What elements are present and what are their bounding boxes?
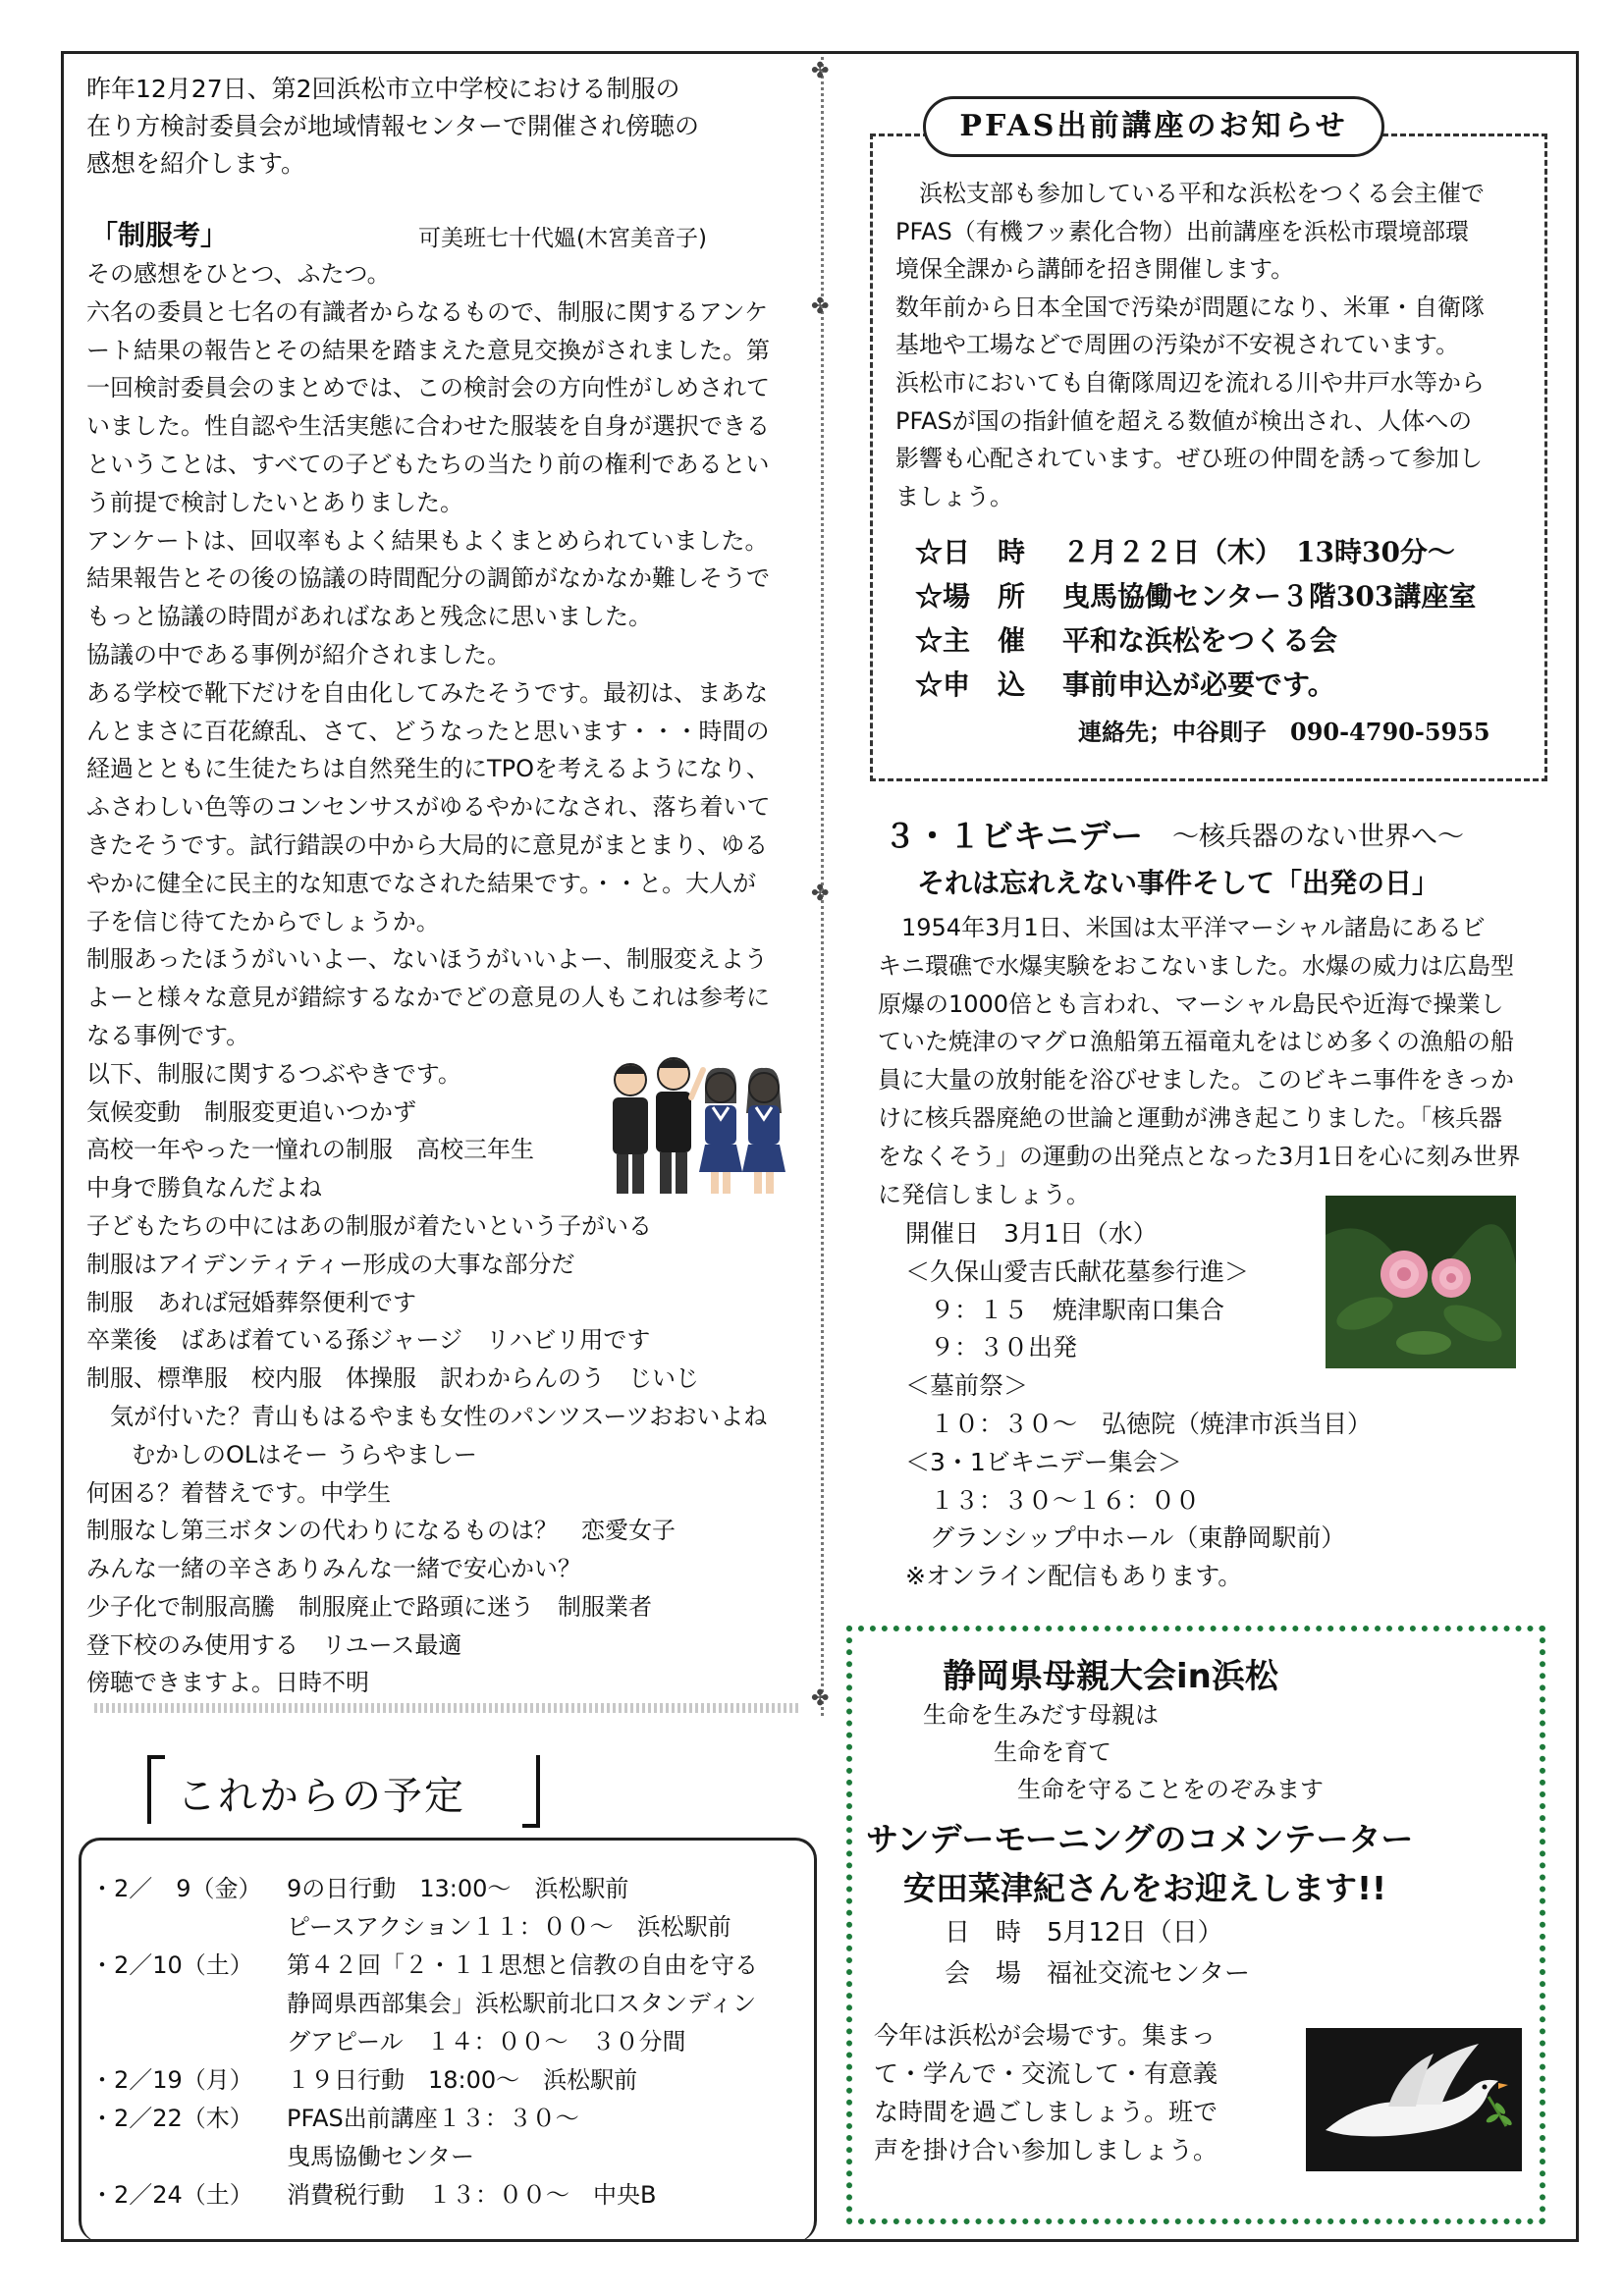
poem-line: 生命を生みだす母親は [923, 1701, 1159, 1729]
intro-line: 感想を紹介します。 [86, 149, 306, 178]
schedule-line: 静岡県西部集会」浜松駅前北口スタンディン [287, 1990, 757, 2017]
essay-line: ということは、すべての子どもたちの当たり前の権利であるとい [86, 450, 770, 478]
essay-line: 気候変動 制服変更追いつかず [86, 1097, 416, 1126]
bracket-left [147, 1755, 165, 1824]
essay-line: 制服なし第三ボタンの代わりになるものは？ 恋愛女子 [86, 1517, 676, 1545]
bikini-title: ３・１ビキニデー [884, 817, 1143, 855]
essay-line: んとまさに百花繚乱、さて、どうなったと思います・・・時間の [86, 717, 770, 745]
schedule-heading [147, 1755, 540, 1820]
poem-line: 生命を守ることをのぞみます [923, 1776, 1324, 1803]
mothers-line: な時間を過ごしましょう。班で [874, 2098, 1218, 2126]
divider-ornament-icon: ✤ [811, 881, 830, 906]
essay-line: 制服、標準服 校内服 体操服 訳わからんのう じいじ [86, 1364, 699, 1393]
detail-label: ☆主 催 [915, 624, 1026, 657]
mothers-line: 今年は浜松が会場です。集まっ [874, 2021, 1217, 2050]
event-line: 開催日 3月1日（水） [905, 1219, 1158, 1248]
essay-line: 気が付いた？青山もはるやまも女性のパンツスーツおおいよね [110, 1402, 768, 1430]
schedule-line: 曳馬協働センター [287, 2143, 475, 2170]
guest-line-1: サンデーモーニングのコメンテーター [866, 1820, 1414, 1858]
mothers-poem [923, 1696, 1324, 1808]
event-line: ＜久保山愛吉氏献花墓参行進＞ [905, 1256, 1250, 1286]
pfas-details [915, 530, 1543, 707]
detail-value: 事前申込が必要です。 [1062, 668, 1335, 701]
intro-line: 在り方検討委員会が地域情報センターで開催され傍聴の [86, 112, 700, 140]
essay-line: やかに健全に民主的な知恵でなされた結果です。・・と。大人が [86, 869, 757, 897]
event-line: ９：３０出発 [905, 1333, 1078, 1362]
guest-line-2: 安田菜津紀さんをお迎えします!! [903, 1869, 1387, 1907]
pfas-line: PFAS（有機フッ素化合物）出前講座を浜松市環境部環 [895, 217, 1470, 245]
essay-line: 結果報告とその後の協議の時間配分の調節がなかなか難しそうで [86, 564, 770, 593]
essay-line: 制服はアイデンティティー形成の大事な部分だ [86, 1250, 575, 1278]
essay-line: なる事例です。 [86, 1021, 250, 1049]
rose-photo [1326, 1196, 1516, 1368]
bikini-line: をなくそう」の運動の出発点となった3月1日を心に刻み世界 [878, 1142, 1521, 1170]
student-figure [613, 1064, 648, 1194]
essay-line: 登下校のみ使用する リユース最適 [86, 1630, 462, 1659]
essay-title: 「制服考」 [90, 219, 229, 251]
bracket-right [522, 1755, 540, 1828]
schedule-date: ・2／10（土） [90, 1951, 253, 1979]
schedule-date: ・2／22（木） [90, 2105, 253, 2132]
essay-line: 協議の中である事例が紹介されました。 [86, 640, 511, 668]
bikini-event-schedule [905, 1215, 1396, 1596]
essay-line: 子どもたちの中にはあの制服が着たいという子がいる [86, 1211, 652, 1240]
pfas-body [895, 175, 1534, 515]
essay-line: アンケートは、回収率もよく結果もよくまとめられていました。 [86, 526, 769, 555]
essay-header [86, 214, 813, 253]
section-divider [94, 1703, 801, 1713]
essay-author: 可美班七十代媼(木宮美音子) [418, 226, 707, 251]
essay-line: いました。性自認や生活実態に合わせた服装を自身が選択できる [86, 412, 770, 441]
pfas-line: 浜松市においても自衛隊周辺を流れる川や井戸水等から [895, 368, 1485, 397]
intro-line: 昨年12月27日、第2回浜松市立中学校における制服の [86, 75, 680, 103]
essay-line: むかしのOLはそー うらやましー [132, 1440, 477, 1468]
event-line: １０：３０～ 弘徳院（焼津市浜当目） [905, 1409, 1373, 1438]
schedule-date: ・2／ 9（金） [90, 1875, 262, 1902]
essay-line: みんな一緒の辛さありみんな一緒で安心かい？ [86, 1555, 581, 1583]
essay-line: 中身で勝負なんだよね [86, 1174, 322, 1202]
essay-line: 傍聴できますよ。日時不明 [86, 1669, 369, 1697]
pfas-line: 境保全課から講師を招き開催します。 [895, 255, 1295, 284]
schedule-line: １９日行動 18:00～ 浜松駅前 [287, 2066, 638, 2094]
bikini-line: 原爆の1000倍とも言われ、マーシャル島民や近海で操業し [878, 989, 1504, 1018]
essay-line: 高校一年やった一憧れの制服 高校三年生 [86, 1136, 534, 1164]
pfas-contact: 連絡先；中谷則子 090-4790-5955 [1078, 718, 1490, 746]
schedule-line: PFAS出前講座１３：３０～ [287, 2105, 579, 2132]
pfas-detail-row [915, 530, 1543, 574]
bikini-line: 1954年3月1日、米国は太平洋マーシャル諸島にあるビ [878, 914, 1486, 941]
pfas-line: ましょう。 [895, 482, 1013, 510]
student-figure [742, 1068, 785, 1194]
poem-line: 生命を育て [923, 1738, 1111, 1766]
schedule-title: これからの予定 [177, 1774, 465, 1819]
mothers-detail: 会 場 福祉交流センター [945, 1959, 1250, 1989]
event-line: １３：３０～１６：００ [905, 1485, 1201, 1515]
schedule-item [90, 2061, 807, 2100]
schedule-line: グアピール １４：００～ ３０分間 [287, 2028, 686, 2056]
dove-illustration [1306, 2028, 1522, 2171]
bikini-body [878, 909, 1545, 1213]
essay-line: ート結果の報告とその結果を踏まえた意見交換がされました。第 [86, 336, 770, 364]
event-line: ＜3・1ビキニデー集会＞ [905, 1447, 1182, 1476]
essay-line: 以下、制服に関するつぶやきです。 [86, 1059, 461, 1088]
pfas-line: PFASが国の指針値を超える数値が検出され、人体への [895, 406, 1473, 435]
schedule-line: 9の日行動 13:00～ 浜松駅前 [287, 1875, 629, 1902]
pfas-title-badge [923, 96, 1384, 157]
pfas-title: PFAS出前講座のお知らせ [959, 109, 1348, 143]
mothers-detail: 日 時 5月12日（日） [945, 1918, 1223, 1948]
essay-line: う前提で検討したいとありました。 [86, 488, 463, 516]
students-illustration [601, 1048, 793, 1196]
essay-line: 制服 あれば冠婚葬祭便利です [86, 1288, 416, 1316]
intro-text [86, 71, 793, 183]
essay-line: 経過とともに生徒たちは自然発生的にTPOを考えるようになり、 [86, 755, 771, 783]
mothers-details [945, 1912, 1250, 1995]
event-line: ＜墓前祭＞ [905, 1371, 1029, 1401]
pfas-line: 影響も心配されています。ぜひ班の仲間を誘って参加し [895, 445, 1484, 473]
essay-line: 子を信じ待てたからでしょうか。 [86, 907, 440, 935]
schedule-date: ・2／24（土） [90, 2181, 253, 2209]
pfas-detail-row [915, 618, 1543, 663]
essay-line: きたそうです。試行錯誤の中から大局的に意見がまとまり、ゆる [86, 830, 769, 859]
detail-value: 平和な浜松をつくる会 [1062, 624, 1338, 657]
essay-line: もっと協議の時間があればなあと残念に思いました。 [86, 603, 652, 631]
detail-value: 曳馬協働センター３階303講座室 [1062, 580, 1477, 613]
essay-line: 少子化で制服高騰 制服廃止で路頭に迷う 制服業者 [86, 1592, 652, 1621]
pfas-detail-row [915, 663, 1543, 707]
essay-body [86, 255, 803, 1702]
pfas-line: 浜松支部も参加している平和な浜松をつくる会主催で [895, 180, 1485, 207]
essay-line: よーと様々な意見が錯綜するなかでどの意見の人もこれは参考に [86, 984, 770, 1012]
schedule-item [90, 2100, 807, 2176]
divider-ornament-icon: ✤ [811, 59, 830, 83]
schedule-line: 消費税行動 １３：００～ 中央B [287, 2181, 657, 2209]
essay-line: 六名の委員と七名の有識者からなるもので、制服に関するアンケ [86, 297, 769, 326]
student-figure [656, 1058, 703, 1194]
mothers-title: 静岡県母親大会in浜松 [943, 1657, 1278, 1696]
essay-line: 何困る？着替えです。中学生 [86, 1478, 392, 1507]
schedule-date: ・2／19（月） [90, 2066, 253, 2094]
mothers-body [874, 2016, 1276, 2169]
bikini-line: ていた焼津のマグロ漁船第五福竜丸をはじめ多くの漁船の船 [878, 1028, 1514, 1056]
essay-line: 制服あったほうがいいよー、ないほうがいいよー、制服変えよう [86, 945, 768, 974]
pfas-detail-row [915, 574, 1543, 618]
essay-line: 一回検討委員会のまとめでは、この検討会の方向性がしめされて [86, 374, 770, 402]
bikini-subtitle-2: それは忘れえない事件そして「出発の日」 [917, 867, 1440, 899]
mothers-line: 声を掛け合い参加しましょう。 [874, 2136, 1218, 2164]
schedule-item [90, 2176, 807, 2215]
detail-label: ☆日 時 [915, 536, 1026, 568]
event-line: グランシップ中ホール（東静岡駅前） [905, 1523, 1346, 1553]
bikini-line: に発信しましょう。 [878, 1180, 1090, 1208]
bikini-line: けに核兵器廃絶の世論と運動が沸き起こりました。「核兵器 [878, 1103, 1502, 1132]
detail-label: ☆申 込 [915, 668, 1026, 701]
schedule-item [90, 1870, 807, 1947]
divider-ornament-icon: ✤ [811, 294, 830, 319]
schedule-list [90, 1870, 807, 2215]
essay-line: ある学校で靴下だけを自由化してみたそうです。最初は、まあな [86, 678, 769, 707]
schedule-line: ピースアクション１１：００～ 浜松駅前 [287, 1913, 731, 1941]
detail-label: ☆場 所 [915, 580, 1026, 613]
detail-value: ２月２２日（木） 13時30分～ [1062, 536, 1455, 568]
bikini-line: キニ環礁で水爆実験をおこないました。水爆の威力は広島型 [878, 951, 1514, 980]
schedule-item [90, 1947, 807, 2061]
pfas-line: 数年前から日本全国で汚染が問題になり、米軍・自衛隊 [895, 293, 1485, 321]
essay-line: 卒業後 ばあば着ている孫ジャージ リハビリ用です [86, 1326, 651, 1355]
bikini-line: 員に大量の放射能を浴びせました。このビキニ事件をきっか [878, 1066, 1514, 1095]
event-line: ９：１５ 焼津駅南口集合 [905, 1295, 1225, 1324]
divider-ornament-icon: ✤ [811, 1686, 830, 1711]
essay-line: その感想をひとつ、ふたつ。 [86, 260, 391, 288]
pfas-line: 基地や工場などで周囲の汚染が不安視されています。 [895, 331, 1460, 359]
mothers-line: て・学んで・交流して・有意義 [874, 2059, 1218, 2088]
student-figure [699, 1068, 742, 1194]
essay-line: ふさわしい色等のコンセンサスがゆるやかになされ、落ち着いて [86, 793, 771, 822]
bikini-subtitle: ～核兵器のない世界へ～ [1172, 822, 1464, 852]
event-line: ※オンライン配信もあります。 [905, 1562, 1243, 1591]
schedule-line: 第４２回「２・１１思想と信教の自由を守る [287, 1951, 758, 1979]
